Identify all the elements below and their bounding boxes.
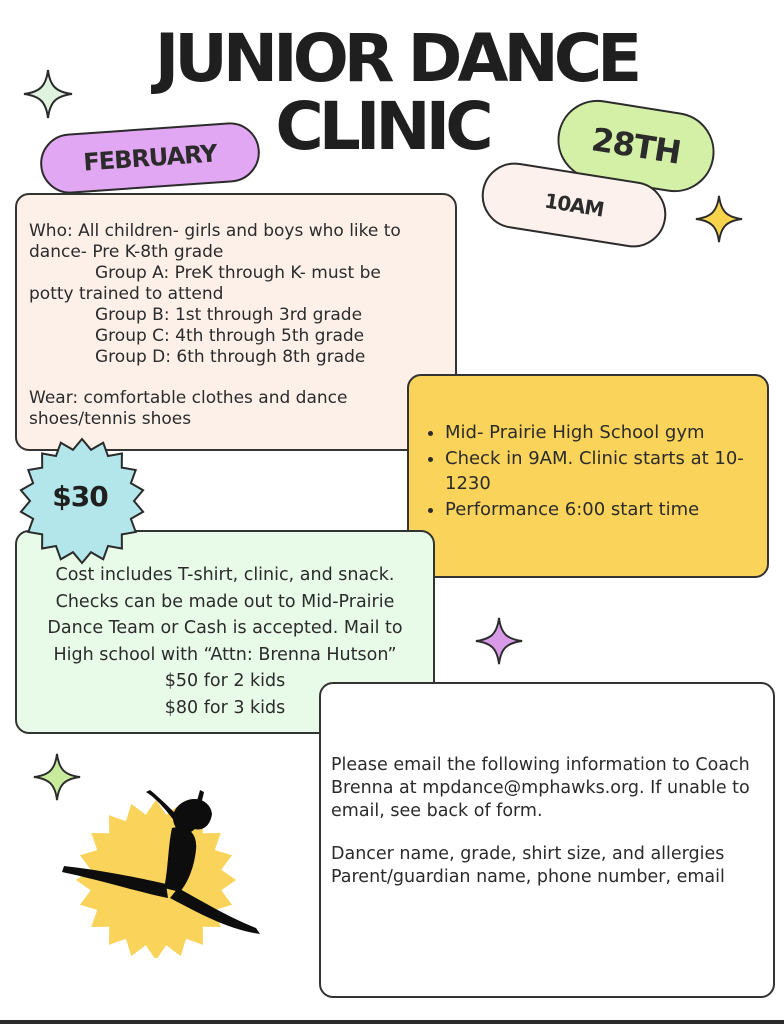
sparkle-icon	[474, 616, 524, 666]
list-item: • Mid- Prairie High School gym	[445, 420, 747, 445]
group-b: Group B: 1st through 3rd grade	[95, 305, 363, 325]
group-a: Group A: PreK through K- must be	[95, 263, 381, 283]
page-bottom-border	[0, 1020, 784, 1024]
who-info-box	[15, 193, 457, 451]
list-item: • Performance 6:00 start time	[445, 497, 747, 522]
cost-line: Cost includes T-shirt, clinic, and snack.	[55, 565, 395, 585]
group-c: Group C: 4th through 5th grade	[95, 326, 365, 346]
cost-line: Checks can be made out to Mid-Prairie	[55, 591, 395, 612]
group-a-continuation: potty trained to attend	[29, 284, 224, 304]
required-fields-line2: Parent/guardian name, phone number, email	[331, 867, 725, 887]
day-label: 28TH	[588, 120, 683, 172]
email-instructions: Please email the following information to Coach Brenna at mpdance@mphawks.org. If unable to email, see back of form.	[331, 755, 750, 821]
dancer-silhouette-icon	[60, 788, 270, 958]
wear-info: Wear: comfortable clothes and dance shoes/tennis shoes	[29, 388, 348, 429]
sparkle-icon	[22, 68, 74, 120]
flyer-title-line2: CLINIC	[275, 88, 489, 165]
flyer-title-line1: JUNIOR DANCE	[154, 20, 638, 97]
required-fields-line1: Dancer name, grade, shirt size, and allergies	[331, 844, 725, 864]
time-label: 10AM	[542, 188, 606, 222]
list-item: • Check in 9AM. Clinic starts at 10-1230	[445, 446, 747, 496]
cost-line: High school with “Attn: Brenna Hutson”	[53, 644, 397, 665]
who-intro: Who: All children- girls and boys who like to dance- Pre K-8th grade	[29, 221, 401, 262]
venue-list	[423, 420, 747, 522]
group-d: Group D: 6th through 8th grade	[95, 347, 366, 367]
cost-line: Dance Team or Cash is accepted. Mail to	[47, 618, 403, 638]
sparkle-icon	[694, 194, 744, 244]
cost-line: $50 for 2 kids	[164, 671, 286, 691]
email-info-box	[319, 682, 775, 998]
venue-info-box	[407, 374, 769, 578]
month-label: FEBRUARY	[82, 139, 218, 177]
price-badge: $30	[52, 480, 108, 513]
cost-line: $80 for 3 kids	[164, 697, 286, 718]
